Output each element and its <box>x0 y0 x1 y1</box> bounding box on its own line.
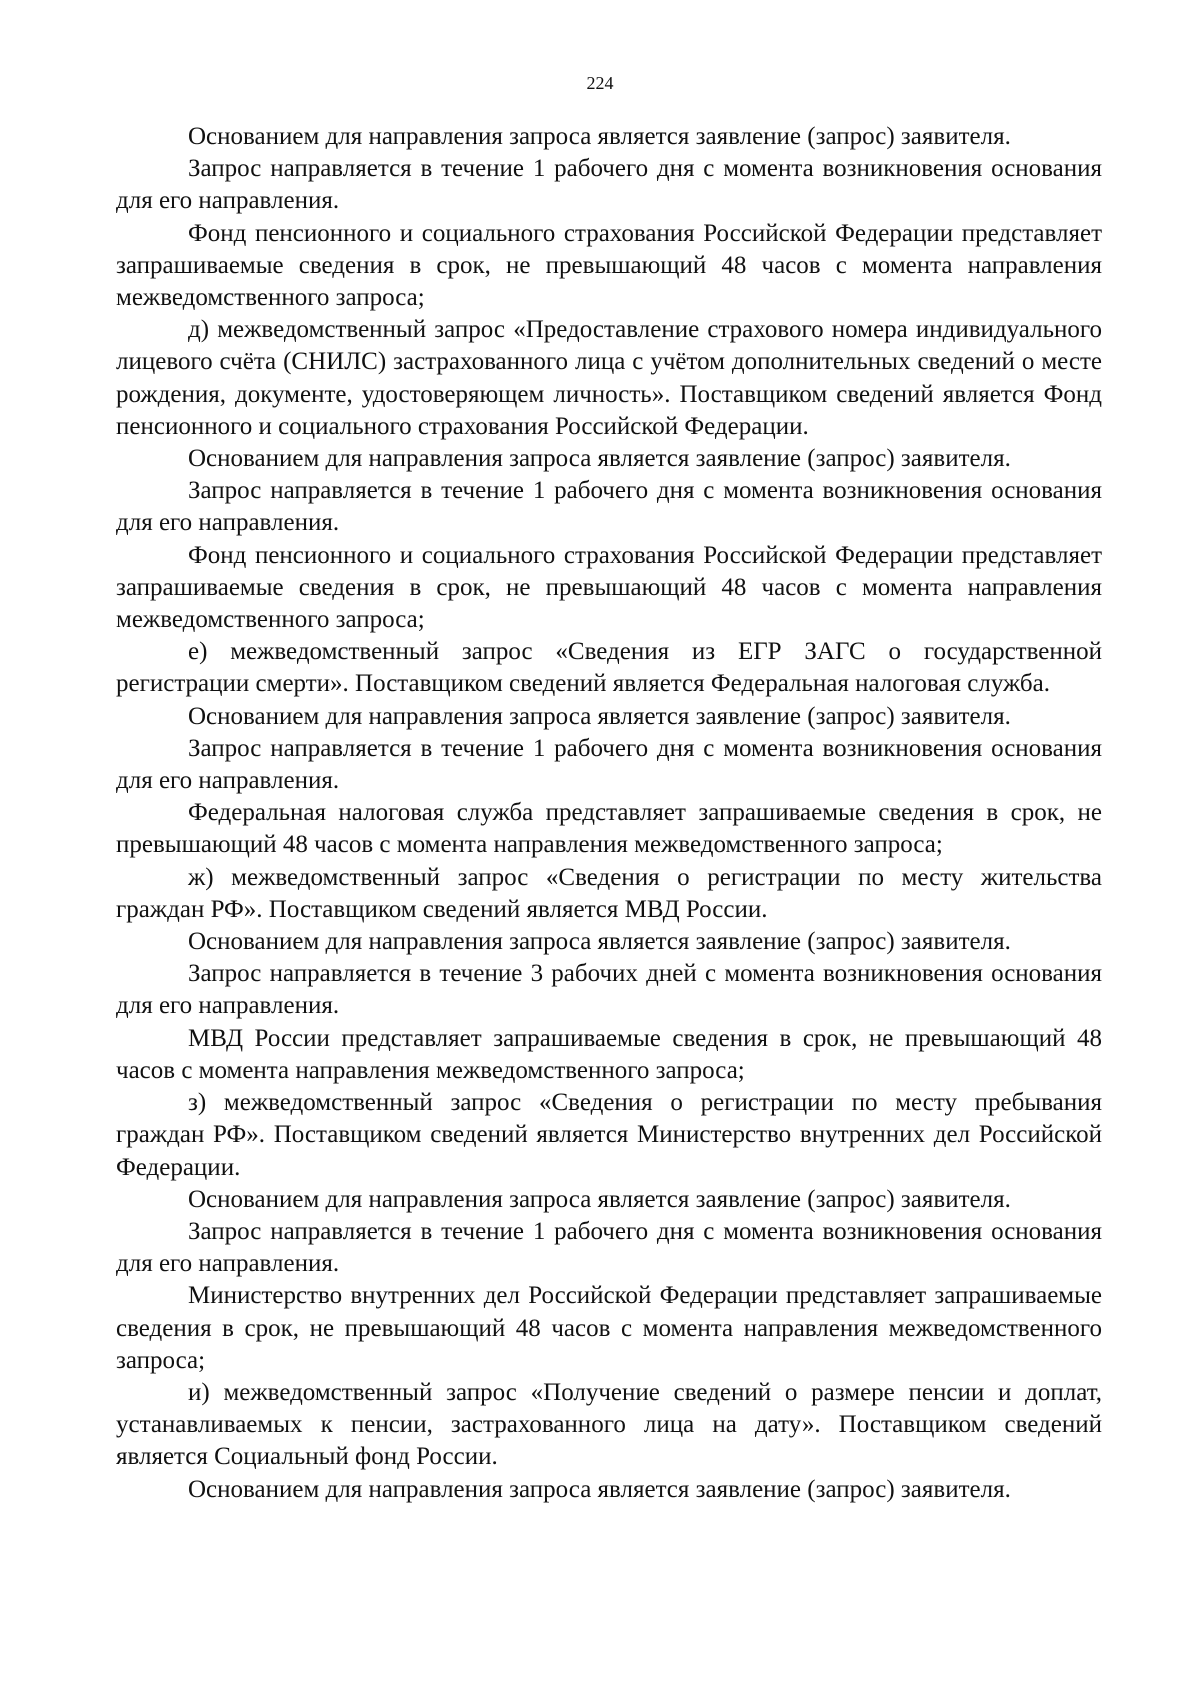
paragraph-item-zh: ж) межведомственный запрос «Сведения о регистрации по месту жительства граждан РФ». Поставщиком сведений является МВД России. <box>116 863 1102 923</box>
paragraph: Основанием для направления запроса является заявление (запрос) заявителя. <box>188 123 1011 150</box>
paragraph: Запрос направляется в течение 1 рабочего дня с момента возникновения основания для его направления. <box>116 477 1102 537</box>
paragraph: Основанием для направления запроса является заявление (запрос) заявителя. <box>188 702 1011 730</box>
paragraph-item-i: и) межведомственный запрос «Получение сведений о размере пенсии и доплат, устанавливаемых к пенсии, застрахованного лица на дату». Поставщиком сведений является Социальный фонд России. <box>116 1378 1102 1471</box>
paragraph: Запрос направляется в течение 1 рабочего дня с момента возникновения основания для его направления. <box>116 734 1102 795</box>
paragraph: Фонд пенсионного и социального страхования Российской Федерации представляет запрашиваемые сведения в срок, не превышающий 48 часов с момента направления межведомственного запроса; <box>116 541 1102 634</box>
paragraph: Основанием для направления запроса является заявление (запрос) заявителя. <box>188 445 1011 473</box>
paragraph: Фонд пенсионного и социального страхования Российской Федерации представляет запрашиваемые сведения в срок, не превышающий 48 часов с момента направления межведомственного запроса; <box>116 219 1102 312</box>
paragraph: Основанием для направления запроса является заявление (запрос) заявителя. <box>188 1185 1011 1213</box>
paragraph: Основанием для направления запроса является заявление (запрос) заявителя. <box>188 928 1011 956</box>
paragraph: МВД России представляет запрашиваемые сведения в срок, не превышающий 48 часов с момента направления межведомственного запроса; <box>116 1024 1102 1084</box>
page-number: 224 <box>586 73 614 93</box>
document-body <box>116 121 1102 1506</box>
paragraph: Министерство внутренних дел Российской Федерации представляет запрашиваемые сведения в срок, не превышающий 48 часов с момента направления межведомственного запроса; <box>116 1282 1102 1374</box>
paragraph: Запрос направляется в течение 1 рабочего дня с момента возникновения основания для его направления. <box>116 155 1102 215</box>
paragraph: Основанием для направления запроса является заявление (запрос) заявителя. <box>188 1475 1011 1503</box>
paragraph-item-d: д) межведомственный запрос «Предоставление страхового номера индивидуального лицевого счёта (СНИЛС) застрахованного лица с учётом дополнительных сведений о месте рождения, документе, удостоверяющем личность». Поставщиком сведений является Фонд пенсионного и социального страхования Российской Федерации. <box>116 316 1102 440</box>
paragraph-item-z: з) межведомственный запрос «Сведения о регистрации по месту пребывания граждан РФ». Поставщиком сведений является Министерство внутренних дел Российской Федерации. <box>116 1089 1102 1181</box>
paragraph: Федеральная налоговая служба представляет запрашиваемые сведения в срок, не превышающий 48 часов с момента направления межведомственного запроса; <box>116 799 1102 859</box>
paragraph-item-e: е) межведомственный запрос «Сведения из ЕГР ЗАГС о государственной регистрации смерти». Поставщиком сведений является Федеральная налоговая служба. <box>116 638 1102 698</box>
paragraph: Запрос направляется в течение 3 рабочих дней с момента возникновения основания для его направления. <box>116 960 1102 1020</box>
paragraph: Запрос направляется в течение 1 рабочего дня с момента возникновения основания для его направления. <box>116 1217 1102 1278</box>
